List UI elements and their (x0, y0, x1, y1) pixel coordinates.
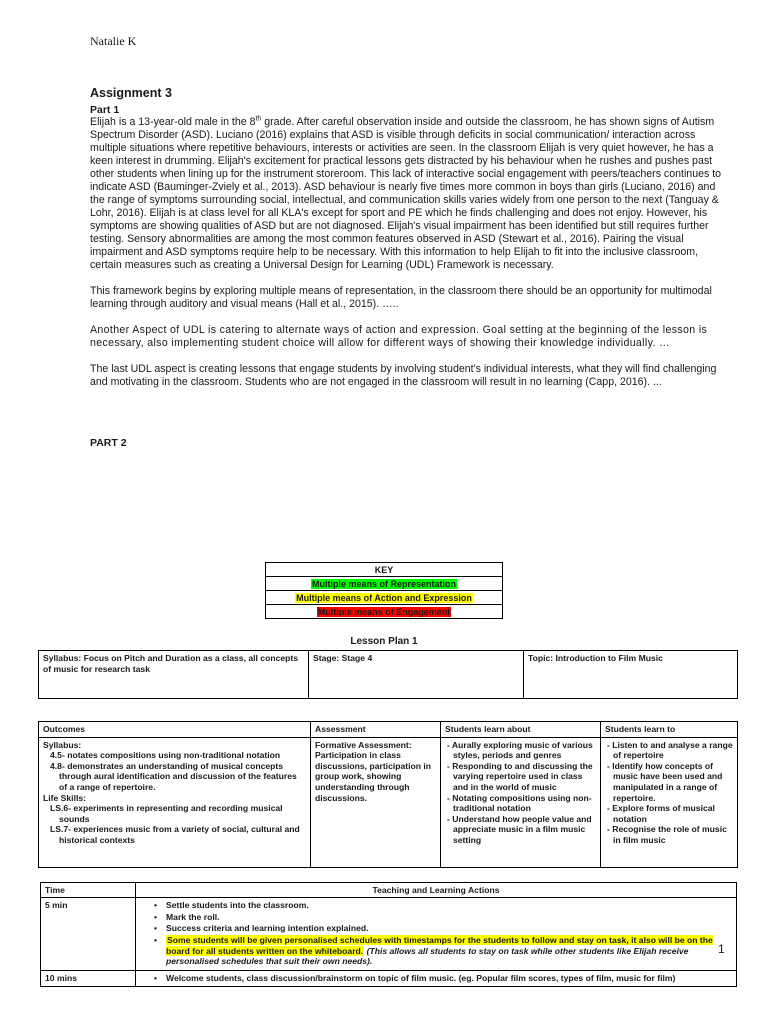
header-time: Time (41, 882, 136, 898)
document-content (90, 86, 732, 449)
outcomes-table (38, 721, 738, 868)
outcomes-line: LS.7- experiences music from a variety of social, cultural and historical contexts (50, 824, 300, 845)
assignment-title: Assignment 3 (90, 86, 172, 100)
action-bullet-highlighted (154, 935, 732, 967)
actions-cell (136, 970, 737, 987)
learn-about-item: - Aurally exploring music of various styles, periods and genres (447, 739, 593, 761)
paragraph-text: grade. After careful observation inside and outside the classroom, he has shown signs of Autism Spectrum Disorder (ASD). Luciano (2016) explains that ASD is visible through deficits in social communication/ interaction across multiple situations where repetitive behaviours, interests or activities are seen. In the classroom Elijah is very quiet however, he has a keen interest in drumming. Elijah's excitement for practical lessons gets distracted by his behaviour when he rushes and pushes past other students when lining up for the instrument storeroom. This lack of interactive social engagement with peers/teachers continues to indicate ASD (Bauminger-Zviely et al., 2013). ASD behaviour is nearly five times more common in boys than girls (Luciano, 2016) and the range of symptoms surrounding social, intellectual, and communication skills varies widely from one person to the next (Tanguay & Lohr, 2016). Elijah is at class level for all KLA's except for sport and PE which he finds challenging and does not enjoy. However, his symptoms are showing qualities of ASD but are not diagnosed. Elijah's visual impairment has been identified but still requires further testing. Sensory abnormalities are among the most common features observed in ASD (Stewart et al., 2016). Pairing the visual impairment and ASD symptoms require help to be necessary. With this information to help Elijah to fit into the inclusive classroom, certain measures such as creating a Universal Design for Learning (UDL) Framework is necessary. (90, 116, 722, 271)
action-bullet: • Mark the roll. (154, 912, 732, 923)
info-syllabus-cell: Syllabus: Focus on Pitch and Duration as a class, all concepts of music for research task (39, 651, 309, 699)
key-header-row (266, 563, 503, 577)
action-bullet: • Settle students into the classroom. (154, 900, 732, 911)
key-table (265, 562, 503, 619)
key-title: KEY (266, 563, 503, 577)
italic-action-note: (This allows all students to stay on task while other students like Elijah receive personalised schedules that suit their own needs). (166, 945, 689, 967)
outcomes-line: LS.6- experiments in representing and recording musical sounds (50, 803, 283, 824)
key-row-action-expression (266, 591, 503, 605)
learn-about-item: - Responding to and discussing the varying repertoire used in class and in the world of music (447, 760, 593, 792)
outcomes-line: Life Skills: (43, 792, 86, 803)
page-number: 1 (718, 942, 725, 956)
info-stage-cell: Stage: Stage 4 (309, 651, 524, 699)
action-bullet: • Welcome students, class discussion/brainstorm on topic of film music. (eg. Popular film scores, types of film, music for film) (154, 973, 732, 984)
header-teaching-learning-actions: Teaching and Learning Actions (136, 882, 737, 898)
actions-cell (136, 898, 737, 971)
key-label-representation: Multiple means of Representation (311, 578, 457, 589)
actions-row-10mins (41, 970, 737, 987)
assessment-text: Formative Assessment: Participation in class discussions, participation in group work, showing understanding through discussions. (315, 739, 432, 803)
students-learn-to-cell (601, 737, 738, 867)
part1-paragraph-3: Another Aspect of UDL is catering to alternate ways of action and expression. Goal setting at the beginning of the lesson is necessary, also implementing student choice will allow for different ways of showing their knowledge individually. … (90, 324, 708, 349)
outcomes-cell (39, 737, 311, 867)
learn-to-item: - Recognise the role of music in film music (607, 824, 727, 845)
header-students-learn-to: Students learn to (601, 722, 738, 738)
header-assessment: Assessment (311, 722, 441, 738)
learn-to-item: - Identify how concepts of music have been used and manipulated in a range of repertoire. (607, 760, 723, 803)
learn-to-item: - Explore forms of musical notation (607, 803, 715, 824)
assessment-cell (311, 737, 441, 867)
learn-about-item: - Understand how people value and appreciate music in a film music setting (447, 813, 592, 845)
key-label-engagement: Multiple means of Engagement (317, 606, 451, 617)
students-learn-about-cell (441, 737, 601, 867)
header-students-learn-about: Students learn about (441, 722, 601, 738)
actions-row-5min (41, 898, 737, 971)
time-cell: 5 min (41, 898, 136, 971)
header-outcomes: Outcomes (39, 722, 311, 738)
learn-about-item: - Notating compositions using non-traditional notation (447, 792, 592, 814)
highlighted-action-text: Some students will be given personalised schedules with timestamps for the students to follow and stay on task, it also will be on the board for all students written on the whiteboard. (166, 934, 713, 956)
lesson-plan-title: Lesson Plan 1 (350, 636, 418, 647)
outcomes-header-row (39, 722, 738, 738)
paragraph-text: Elijah is a 13-year-old male in the 8 (90, 116, 256, 128)
teaching-actions-table (40, 882, 737, 988)
time-cell: 10 mins (41, 970, 136, 987)
part2-tables (0, 524, 768, 987)
part2-heading: PART 2 (90, 437, 127, 449)
key-label-action-expression: Multiple means of Action and Expression (296, 592, 472, 603)
part1-paragraph-2: This framework begins by exploring multiple means of representation, in the classroom there should be an opportunity for multimodal learning through auditory and visual means (Hall et al., 2015). ….. (90, 285, 712, 310)
actions-bullet-list (154, 900, 732, 967)
info-topic-cell: Topic: Introduction to Film Music (524, 651, 738, 699)
outcomes-line: 4.5- notates compositions using non-traditional notation (50, 750, 281, 761)
part1-paragraph-1 (90, 116, 732, 272)
key-row-representation (266, 577, 503, 591)
part1-heading: Part 1 (90, 104, 120, 116)
action-bullet: • Success criteria and learning intention explained. (154, 923, 732, 934)
part1-paragraph-4: The last UDL aspect is creating lessons that engage students by involving student's individual interests, what they will find challenging and motivating in the classroom. Students who are not engaged in the classroom will result in no learning (Capp, 2016). ... (90, 363, 717, 388)
table-row (39, 651, 738, 699)
actions-header-row (41, 882, 737, 898)
outcomes-line: Syllabus: (43, 739, 82, 750)
actions-bullet-list (154, 973, 732, 984)
outcomes-line: 4.8- demonstrates an understanding of musical concepts through aural identification and discussion of the features of a range of repertoire. (50, 760, 297, 792)
key-row-engagement (266, 605, 503, 619)
superscript-th: th (255, 115, 262, 123)
outcomes-body-row (39, 737, 738, 867)
author-name: Natalie K (90, 34, 137, 48)
learn-to-item: - Listen to and analyse a range of repertoire (607, 739, 733, 761)
lesson-info-table (38, 650, 738, 699)
